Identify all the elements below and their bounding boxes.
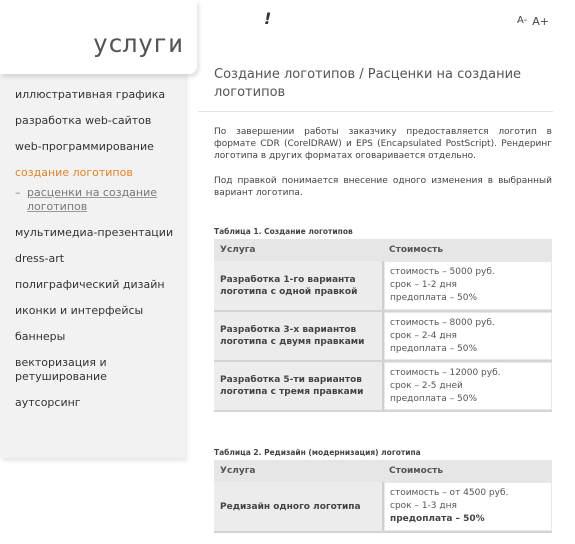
sidebar-item-multimedia[interactable]: мультимедиа-презентации bbox=[15, 226, 174, 239]
table-header-row bbox=[214, 460, 552, 482]
logo-price-table bbox=[214, 239, 552, 412]
page-title: Создание логотипов / Расценки на создание логотипов bbox=[214, 67, 522, 100]
header-service: Услуга bbox=[214, 239, 383, 261]
cost-term: срок – 2-5 дней bbox=[390, 380, 463, 391]
cost-prepay: предоплата – 50% bbox=[390, 514, 485, 524]
cost-cell bbox=[383, 482, 552, 532]
service-cell: Разработка 5-ти вариантов логотипа с тремя правками bbox=[214, 361, 383, 411]
table-row bbox=[214, 311, 552, 361]
title-divider bbox=[198, 111, 553, 112]
cost-cell bbox=[383, 311, 552, 361]
cost-price: стоимость – 5000 руб. bbox=[390, 267, 495, 277]
table-row bbox=[214, 261, 552, 311]
sidebar-item-illustration[interactable]: иллюстративная графика bbox=[15, 88, 166, 101]
cost-price: стоимость – 12000 руб. bbox=[390, 367, 501, 378]
table-row bbox=[214, 482, 552, 532]
cost-cell bbox=[383, 361, 552, 411]
cost-price: стоимость – от 4500 руб. bbox=[390, 488, 509, 498]
redesign-price-table bbox=[214, 460, 552, 533]
sidebar-item-print-design[interactable]: полиграфический дизайн bbox=[15, 278, 165, 291]
sidebar-item-web-programming[interactable]: web-программирование bbox=[15, 140, 154, 153]
font-increase-button[interactable]: A+ bbox=[532, 15, 549, 28]
cost-price: стоимость – 8000 руб. bbox=[390, 317, 495, 328]
sidebar-item-outsourcing[interactable]: аутсорсинг bbox=[15, 396, 81, 409]
sidebar-menu bbox=[15, 88, 180, 422]
cost-prepay: предоплата – 50% bbox=[390, 343, 477, 354]
table2-caption: Таблица 2. Редизайн (модернизация) логотипа bbox=[214, 448, 421, 457]
exclamation-mark: ! bbox=[264, 9, 272, 28]
cost-cell bbox=[383, 261, 552, 311]
service-cell: Разработка 3-х вариантов логотипа с двумя правками bbox=[214, 311, 383, 361]
sidebar-item-logos[interactable]: создание логотипов bbox=[15, 166, 133, 179]
cost-term: срок – 2-4 дня bbox=[390, 330, 457, 341]
font-decrease-button[interactable]: A- bbox=[517, 15, 528, 26]
sidebar-item-vectorization[interactable]: векторизация и ретуширование bbox=[15, 356, 107, 383]
submenu-label: расценки на создание логотипов bbox=[27, 186, 158, 213]
service-cell: Редизайн одного логотипа bbox=[214, 482, 383, 532]
header-cost: Стоимость bbox=[383, 460, 552, 482]
font-size-controls bbox=[517, 15, 549, 28]
table-header-row bbox=[214, 239, 552, 261]
sidebar-subitem-logo-prices[interactable] bbox=[15, 186, 180, 214]
header-service: Услуга bbox=[214, 460, 383, 482]
service-cell: Разработка 1-го варианта логотипа с одной правкой bbox=[214, 261, 383, 311]
logo-box bbox=[0, 0, 197, 74]
sidebar-item-banners[interactable]: баннеры bbox=[15, 330, 66, 343]
sidebar-item-web-sites[interactable]: разработка web-сайтов bbox=[15, 114, 152, 127]
table-row bbox=[214, 361, 552, 411]
logo[interactable]: услуги bbox=[92, 29, 183, 58]
sidebar-item-dress-art[interactable]: dress-art bbox=[15, 252, 65, 265]
intro-paragraph: По завершении работы заказчику предоставляется логотип в формате CDR (CorelDRAW) и EPS (Encapsulated PostScript). Рендеринг логотипа в других форматах оговаривается отдельно. bbox=[214, 127, 552, 161]
submenu-dash: – bbox=[15, 186, 21, 199]
header-cost: Стоимость bbox=[383, 239, 552, 261]
sidebar-item-icons[interactable]: иконки и интерфейсы bbox=[15, 304, 144, 317]
cost-term: срок – 1-2 дня bbox=[390, 280, 457, 290]
edit-definition-paragraph: Под правкой понимается внесение одного изменения в выбранный вариант логотипа. bbox=[214, 176, 552, 198]
table1-caption: Таблица 1. Создание логотипов bbox=[214, 227, 353, 236]
cost-prepay: предоплата – 50% bbox=[390, 293, 477, 303]
cost-prepay: предоплата – 50% bbox=[390, 393, 477, 404]
cost-term: срок – 1-3 дня bbox=[390, 501, 457, 511]
